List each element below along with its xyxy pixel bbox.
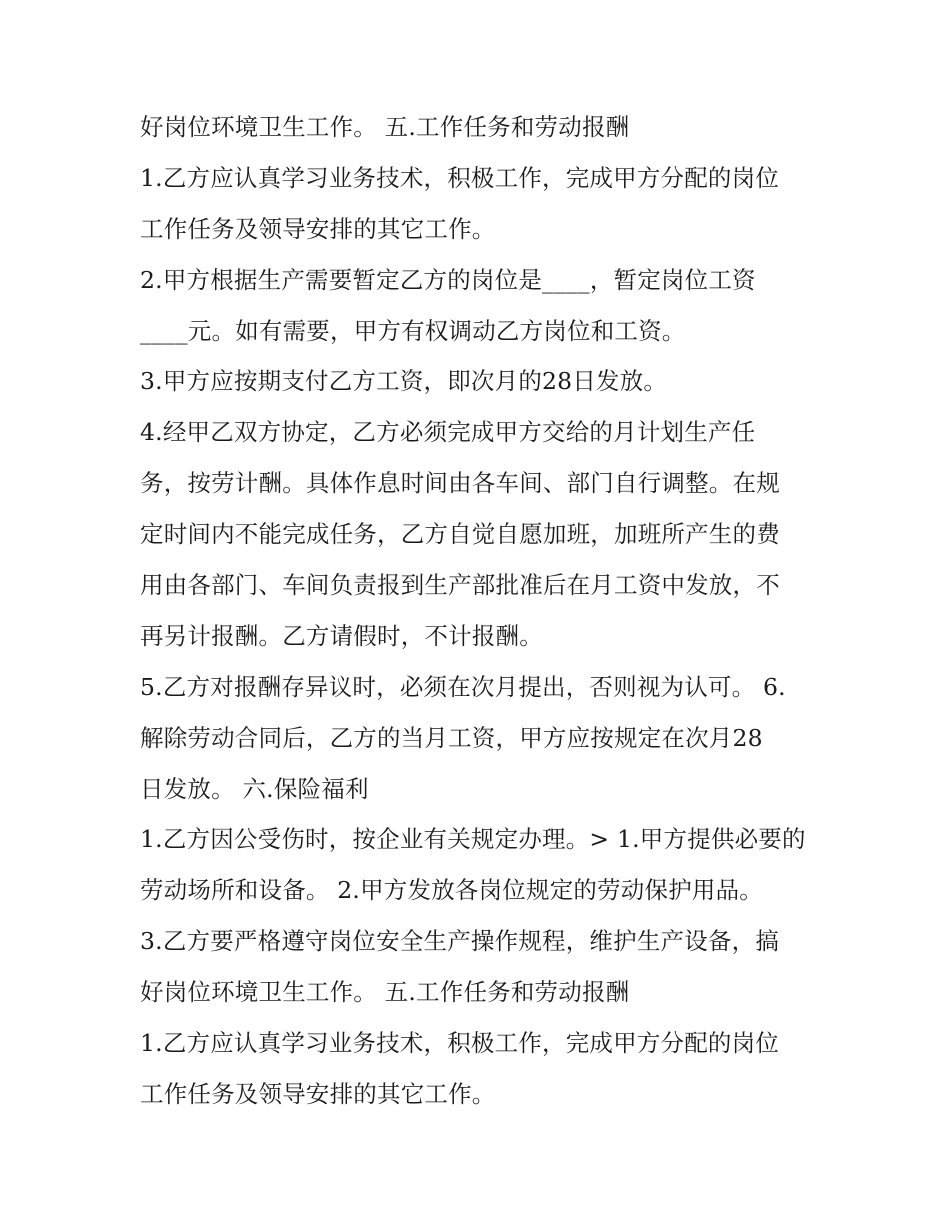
text-line: 工作任务及领导安排的其它工作。 — [140, 214, 496, 243]
text-line: 好岗位环境卫生工作。 五.工作任务和劳动报酬 — [140, 978, 630, 1007]
text-line: 解除劳动合同后，乙方的当月工资，甲方应按规定在次月28 — [140, 723, 763, 752]
text-line: 务，按劳计酬。具体作息时间由各车间、部门自行调整。在规 — [140, 469, 780, 498]
text-line: 劳动场所和设备。 2.甲方发放各岗位规定的劳动保护用品。 — [140, 876, 763, 905]
text-line: 2.甲方根据生产需要暂定乙方的岗位是____，暂定岗位工资 — [140, 265, 756, 294]
text-line: 定时间内不能完成任务，乙方自觉自愿加班，加班所产生的费 — [140, 520, 780, 549]
text-line: 3.甲方应按期支付乙方工资，即次月的28日发放。 — [140, 367, 668, 396]
text-line: 1.乙方因公受伤时，按企业有关规定办理。> 1.甲方提供必要的 — [140, 825, 806, 854]
text-line: 再另计报酬。乙方请假时，不计报酬。 — [140, 621, 543, 650]
text-line: 4.经甲乙双方协定，乙方必须完成甲方交给的月计划生产任 — [140, 418, 756, 447]
text-line: 3.乙方要严格遵守岗位安全生产操作规程，维护生产设备，搞 — [140, 927, 780, 956]
document-body — [140, 102, 820, 1120]
text-line: 日发放。 六.保险福利 — [140, 774, 369, 803]
text-line: ____元。如有需要，甲方有权调动乙方岗位和工资。 — [140, 316, 686, 345]
text-line: 好岗位环境卫生工作。 五.工作任务和劳动报酬 — [140, 113, 630, 141]
text-line: 用由各部门、车间负责报到生产部批准后在月工资中发放，不 — [140, 571, 780, 600]
text-line: 1.乙方应认真学习业务技术，积极工作，完成甲方分配的岗位 — [140, 1029, 780, 1058]
text-line: 1.乙方应认真学习业务技术，积极工作，完成甲方分配的岗位 — [140, 163, 780, 192]
text-line: 5.乙方对报酬存异议时，必须在次月提出，否则视为认可。 6. — [140, 672, 786, 701]
text-line: 工作任务及领导安排的其它工作。 — [140, 1079, 496, 1108]
